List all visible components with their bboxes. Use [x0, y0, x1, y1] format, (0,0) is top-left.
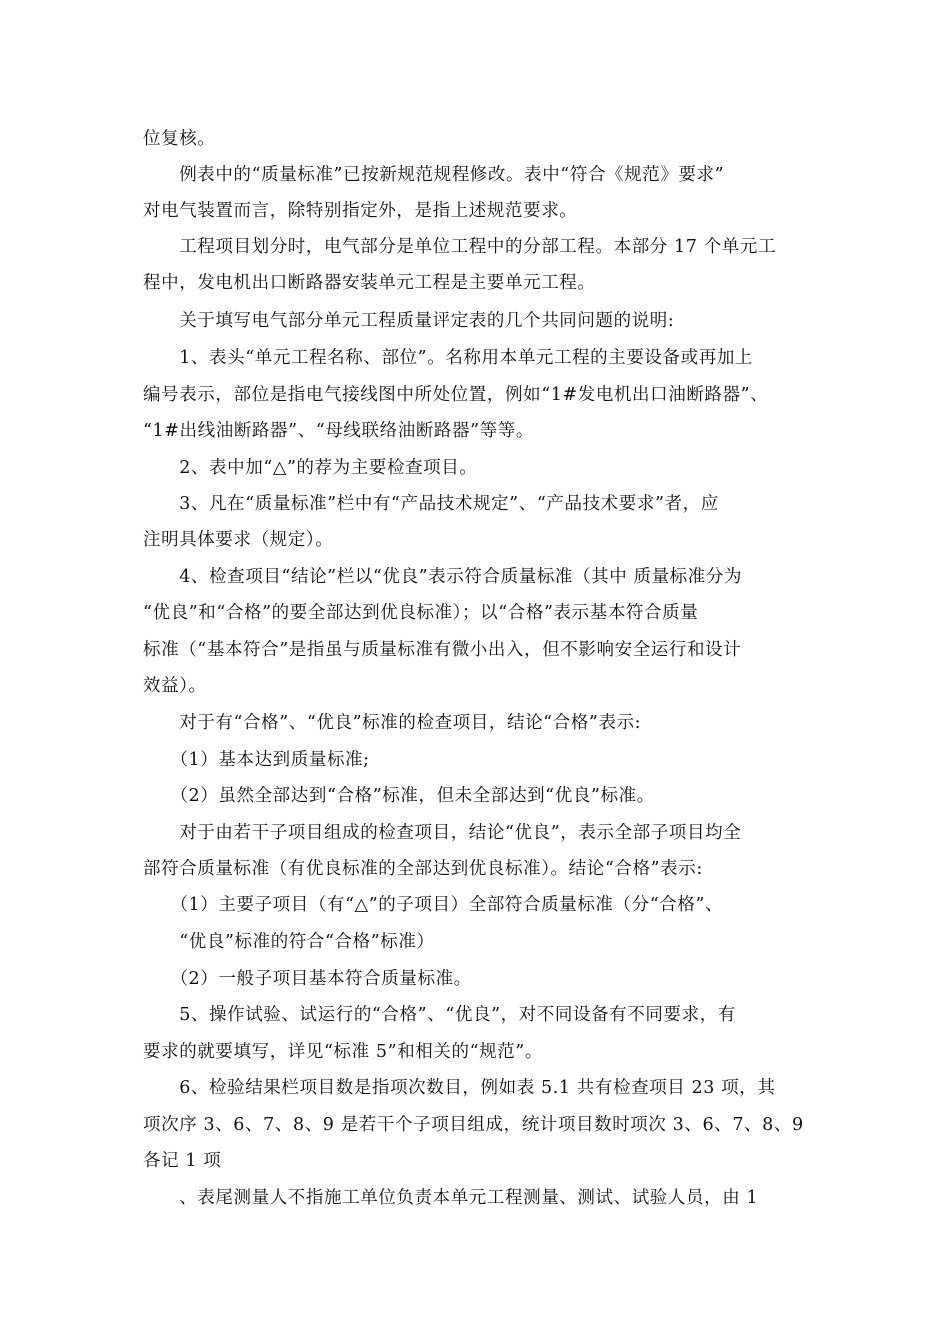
text-line: 对于由若干子项目组成的检查项目，结论“优良”，表示全部子项目均全 [143, 823, 742, 843]
text-line: “优良”和“合格”的要全部达到优良标准）；以“合格”表示基本符合质量 [143, 603, 699, 623]
text-line: （2）一般子项目基本符合质量标准。 [143, 969, 472, 989]
text-line: 4、检查项目“结论”栏以“优良”表示符合质量标准（其中 质量标准分为 [143, 567, 743, 587]
text-line: 编号表示，部位是指电气接线图中所处位置，例如“1#发电机出口油断路器”、 [143, 385, 769, 405]
text-line: 效益）。 [143, 676, 207, 696]
text-line: 例表中的“质量标准”已按新规范规程修改。表中“符合《规范》要求” [143, 165, 725, 185]
text-line: （1）基本达到质量标准; [143, 750, 370, 770]
text-line: 工程项目划分时，电气部分是单位工程中的分部工程。本部分 17 个单元工 [143, 237, 777, 257]
text-line: 3、凡在“质量标准”栏中有“产品技术规定”、“产品技术要求”者，应 [143, 494, 719, 514]
text-line: 、表尾测量人不指施工单位负责本单元工程测量、测试、试验人员，由 1 [143, 1188, 759, 1208]
text-line: 对于有“合格”、“优良”标准的检查项目，结论“合格”表示: [143, 713, 642, 733]
text-line: 2、表中加“△”的荐为主要检查项目。 [143, 458, 478, 478]
text-line: 关于填写电气部分单元工程质量评定表的几个共同问题的说明: [143, 311, 675, 331]
text-line: “优良”标准的符合“合格”标准） [143, 932, 435, 952]
text-line: 标准（“基本符合”是指虽与质量标准有微小出入，但不影响安全运行和设计 [143, 640, 742, 660]
text-line: （1）主要子项目（有“△”的子项目）全部符合质量标准（分“合格”、 [143, 895, 724, 915]
text-line: 6、检验结果栏项目数是指项次数目，例如表 5.1 共有检查项目 23 项，其 [143, 1078, 776, 1098]
text-line: 部符合质量标准（有优良标准的全部达到优良标准）。结论“合格”表示: [143, 859, 703, 879]
text-line: 对电气装置而言，除特别指定外，是指上述规范要求。 [143, 201, 578, 221]
text-line: 注明具体要求（规定）。 [143, 530, 334, 550]
text-line: 位复核。 [143, 129, 216, 149]
text-line: 各记 1 项 [143, 1151, 222, 1171]
text-line: 1、表头“单元工程名称、部位”。名称用本单元工程的主要设备或再加上 [143, 348, 754, 368]
text-line: 程中，发电机出口断路器安装单元工程是主要单元工程。 [143, 273, 596, 293]
text-line: “1#出线油断路器”、“母线联络油断路器”等等。 [143, 421, 534, 441]
text-line: 项次序 3、6、7、8、9 是若干个子项目组成，统计项目数时项次 3、6、7、8、9 [143, 1115, 804, 1135]
text-line: 5、操作试验、试运行的“合格”、“优良”，对不同设备有不同要求，有 [143, 1005, 736, 1025]
text-line: （2）虽然全部达到“合格”标准，但未全部达到“优良”标准。 [143, 786, 655, 806]
text-line: 要求的就要填写，详见“标准 5”和相关的“规范”。 [143, 1042, 543, 1062]
